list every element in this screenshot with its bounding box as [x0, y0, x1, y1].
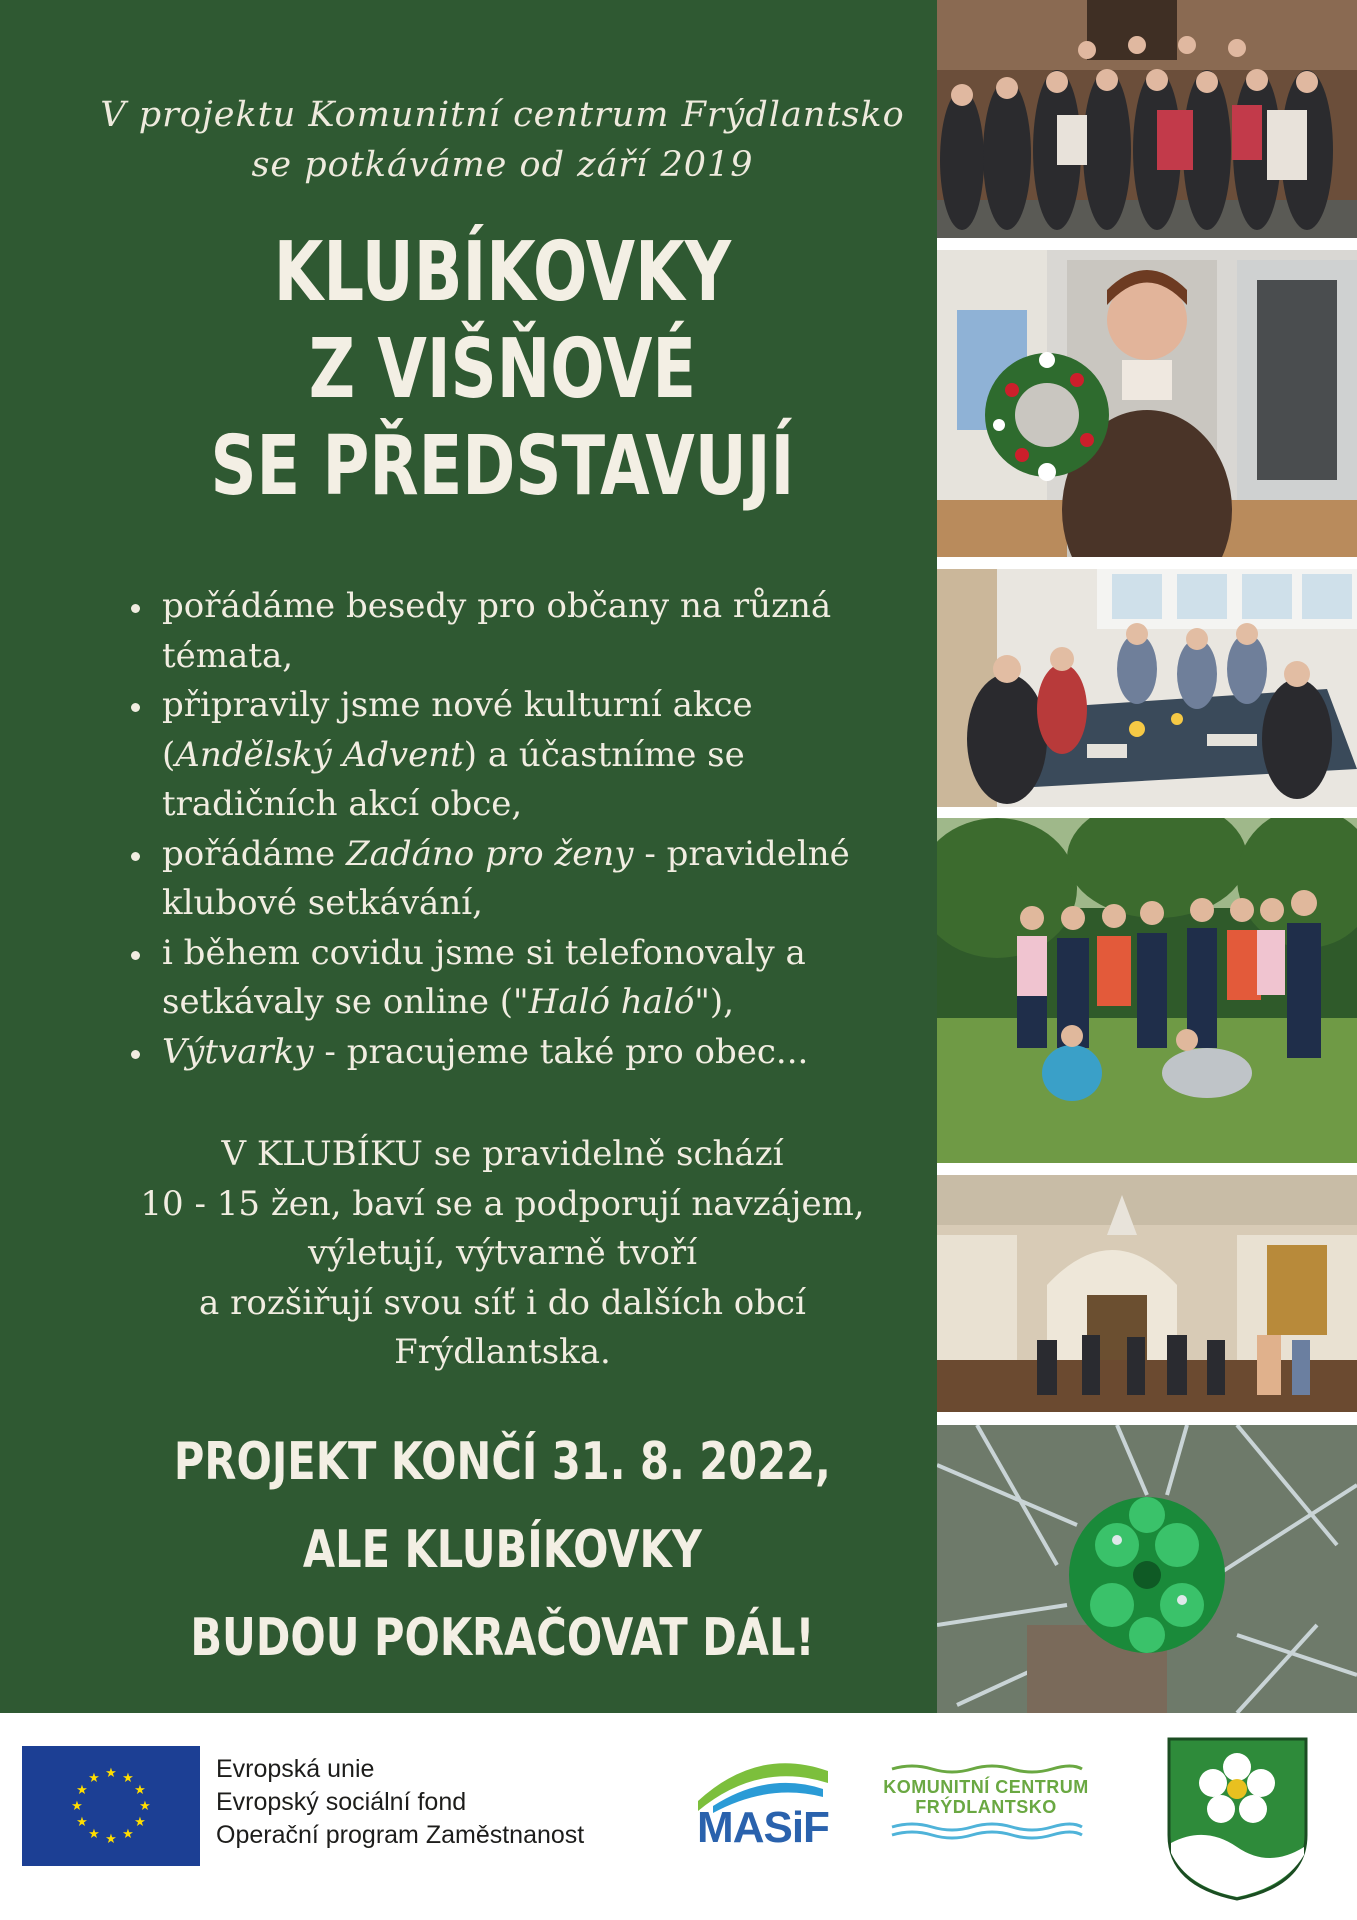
- paragraph-line: a rozšiřují svou síť i do dalších obcí: [199, 1282, 806, 1323]
- kc-logo-line: KOMUNITNÍ CENTRUM: [883, 1777, 1089, 1797]
- text-fragment: - pracujeme také pro obec...: [313, 1031, 809, 1072]
- intro-text: [0, 90, 1005, 190]
- workshop-photo: [937, 569, 1357, 807]
- text-fragment: - pravidelné: [633, 833, 850, 874]
- closing-line: PROJEKT KONČÍ 31. 8. 2022,: [173, 1432, 831, 1492]
- event-name: Výtvarky: [162, 1031, 314, 1072]
- closing-line: ALE KLUBÍKOVKY: [302, 1520, 702, 1580]
- svg-text:★: ★: [134, 1815, 146, 1830]
- event-name: Haló haló: [528, 982, 695, 1022]
- list-item-line: klubové setkávání,: [162, 883, 483, 923]
- svg-text:★: ★: [76, 1815, 88, 1830]
- kc-logo-text: [872, 1777, 1100, 1817]
- list-item: [120, 681, 920, 830]
- svg-text:★: ★: [105, 1832, 117, 1847]
- closing-statement: [100, 1418, 904, 1682]
- komunitni-centrum-logo: [872, 1761, 1100, 1861]
- list-item-line: tradičních akcí obce,: [162, 784, 523, 824]
- svg-text:★: ★: [88, 1827, 100, 1842]
- list-item: [120, 830, 920, 929]
- club-description: [0, 1130, 1005, 1378]
- list-item-line: i během covidu jsme si telefonovaly a: [162, 932, 806, 973]
- text-fragment: ) a účastníme se: [463, 734, 745, 775]
- wreath-photo: [937, 250, 1357, 557]
- intro-line: V projektu Komunitní centrum Frýdlantsko: [100, 95, 905, 135]
- text-fragment: setkávaly se online (": [162, 982, 529, 1022]
- list-item-line: pořádáme besedy pro občany na různá: [162, 586, 832, 626]
- svg-text:★: ★: [71, 1799, 83, 1814]
- ornament-photo: [937, 1425, 1357, 1713]
- list-item-line: [162, 731, 920, 781]
- text-fragment: "),: [694, 982, 735, 1022]
- list-item-line: [162, 830, 920, 880]
- title-line: Z VIŠŇOVÉ: [308, 322, 697, 417]
- svg-text:★: ★: [139, 1799, 151, 1814]
- list-item-line: [162, 1028, 920, 1078]
- activity-list: [120, 582, 920, 1077]
- masif-logo-text: MASiF: [697, 1803, 829, 1852]
- eu-flag-icon: [22, 1746, 200, 1866]
- eu-funding-text: [216, 1753, 584, 1852]
- masif-logo: [688, 1741, 838, 1861]
- kc-logo-line: FRÝDLANTSKO: [915, 1797, 1057, 1817]
- svg-text:★: ★: [88, 1771, 100, 1786]
- svg-text:★: ★: [122, 1827, 134, 1842]
- church-photo: [937, 1175, 1357, 1412]
- closing-line: BUDOU POKRAČOVAT DÁL!: [190, 1608, 815, 1668]
- eu-line: Operační program Zaměstnanost: [216, 1821, 585, 1849]
- list-item: [120, 1028, 920, 1078]
- eu-line: Evropský sociální fond: [216, 1788, 467, 1816]
- garden-group-photo: [937, 818, 1357, 1163]
- event-name: Zadáno pro ženy: [345, 833, 634, 874]
- text-fragment: pořádáme: [162, 833, 346, 874]
- paragraph-line: V KLUBÍKU se pravidelně schází: [221, 1134, 784, 1174]
- list-item-line: připravily jsme nové kulturní akce: [162, 685, 753, 725]
- list-item-line: témata,: [162, 635, 294, 676]
- list-item: [120, 582, 920, 681]
- title-line: KLUBÍKOVKY: [273, 225, 732, 320]
- eu-line: Evropská unie: [216, 1755, 375, 1783]
- event-name: Andělský Advent: [175, 734, 464, 775]
- footer-logos: [0, 1713, 1357, 1920]
- list-item-line: [162, 978, 920, 1028]
- svg-text:★: ★: [105, 1766, 117, 1781]
- paragraph-line: Frýdlantska.: [394, 1332, 611, 1372]
- svg-text:★: ★: [76, 1783, 88, 1798]
- list-item: [120, 929, 920, 1028]
- page-title: [110, 224, 894, 515]
- paragraph-line: výletují, výtvarně tvoří: [307, 1233, 698, 1273]
- intro-line: se potkáváme od září 2019: [251, 145, 754, 185]
- title-line: SE PŘEDSTAVUJÍ: [210, 419, 795, 514]
- svg-text:★: ★: [122, 1771, 134, 1786]
- svg-text:★: ★: [134, 1783, 146, 1798]
- group-photo-building: [937, 0, 1357, 238]
- paragraph-line: 10 - 15 žen, baví se a podporují navzájem,: [140, 1183, 865, 1224]
- visnova-crest-icon: [1165, 1735, 1310, 1903]
- text-fragment: (: [162, 734, 176, 775]
